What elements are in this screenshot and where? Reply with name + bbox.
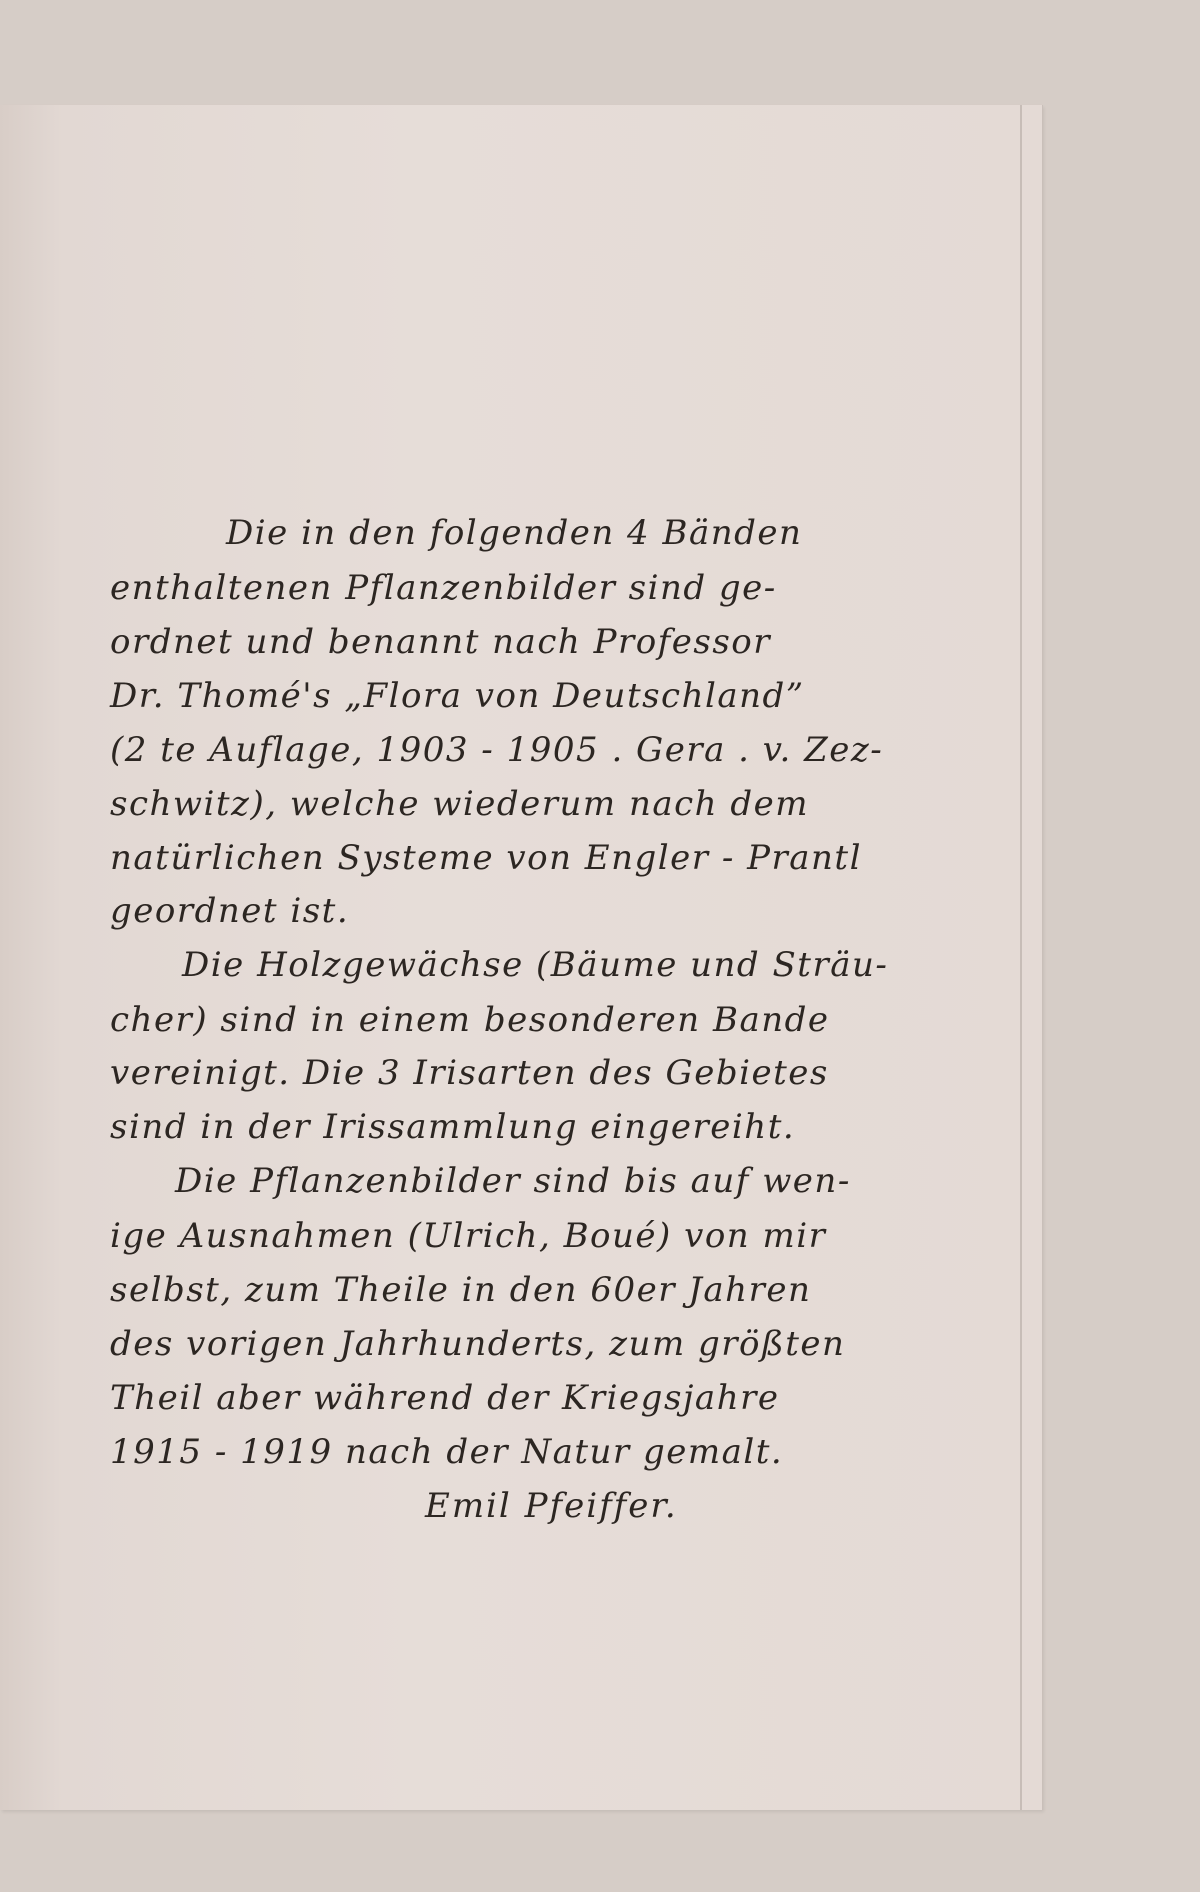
note-line: Die in den folgenden 4 Bänden	[226, 513, 803, 553]
note-line: ige Ausnahmen (Ulrich, Boué) von mir	[110, 1216, 827, 1256]
note-line: vereinigt. Die 3 Irisarten des Gebietes	[110, 1053, 829, 1093]
note-line: geordnet ist.	[110, 891, 350, 931]
note-line: Dr. Thomé's „Flora von Deutschland”	[110, 676, 805, 716]
note-line: (2 te Auflage, 1903 - 1905 . Gera . v. Zez-	[110, 730, 884, 770]
note-line: schwitz), welche wiederum nach dem	[110, 784, 810, 824]
manuscript-page	[0, 105, 1042, 1810]
note-line: selbst, zum Theile in den 60er Jahren	[110, 1270, 812, 1310]
note-line: des vorigen Jahrhunderts, zum größten	[110, 1324, 846, 1364]
note-line: ordnet und benannt nach Professor	[110, 622, 772, 662]
note-line: Theil aber während der Kriegsjahre	[110, 1378, 780, 1418]
note-line: 1915 - 1919 nach der Natur gemalt.	[110, 1432, 784, 1472]
note-line: sind in der Irissammlung eingereiht.	[110, 1107, 796, 1147]
handwritten-note	[0, 105, 1042, 1810]
note-line: enthaltenen Pflanzenbilder sind ge-	[110, 568, 777, 608]
note-line: natürlichen Systeme von Engler - Prantl	[110, 838, 862, 878]
note-line: Die Pflanzenbilder sind bis auf wen-	[175, 1161, 851, 1201]
note-line: Die Holzgewächse (Bäume und Sträu-	[182, 945, 889, 985]
note-line: cher) sind in einem besonderen Bande	[110, 1000, 830, 1040]
page-edge	[1020, 105, 1022, 1810]
signature: Emil Pfeiffer.	[425, 1486, 678, 1526]
